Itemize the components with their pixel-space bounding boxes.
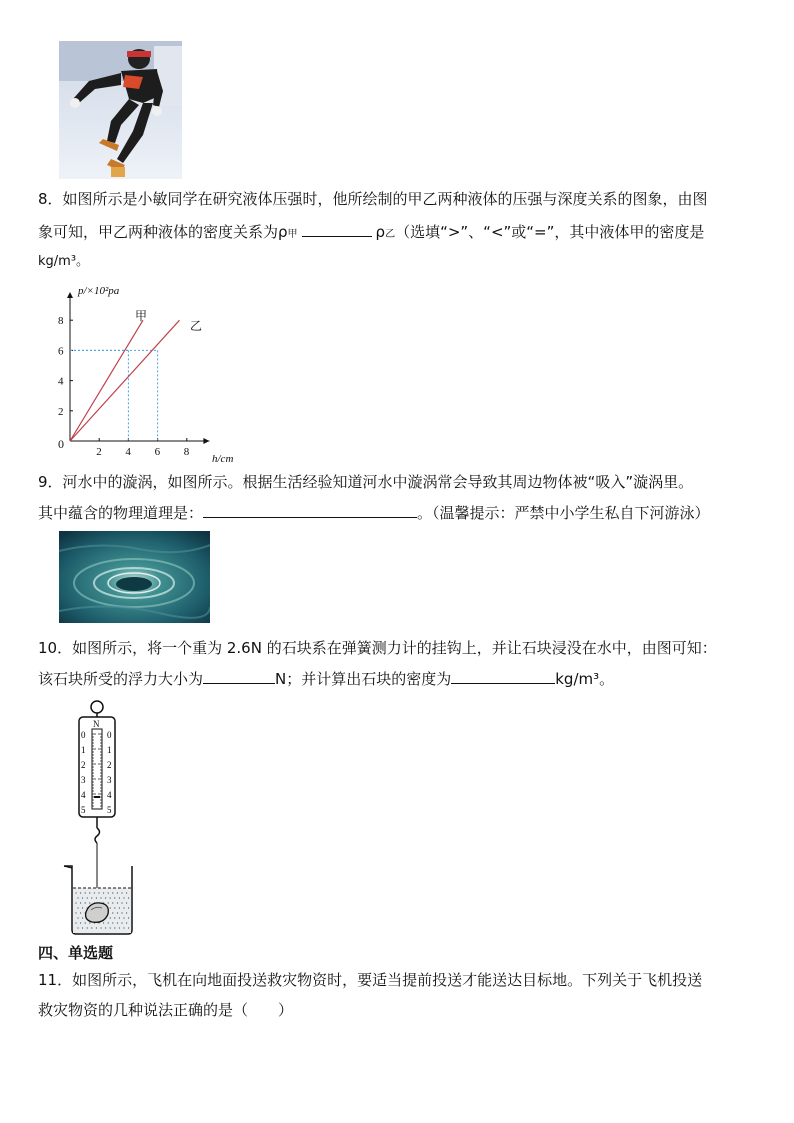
series-line-jia <box>70 320 143 441</box>
q9-line-2 <box>38 502 710 523</box>
scale-num-left-3: 3 <box>81 775 86 785</box>
water-dot <box>82 927 83 928</box>
water-dot <box>85 892 86 893</box>
water-dot <box>126 912 127 913</box>
water-dot <box>108 922 109 923</box>
whirlpool-photo <box>59 531 210 623</box>
water-dot <box>96 927 97 928</box>
water-dot <box>110 897 111 898</box>
water-dot <box>112 902 113 903</box>
graph-lines <box>70 320 180 441</box>
y-tick-label: 2 <box>58 405 64 418</box>
q10-answer-blank-1[interactable] <box>203 668 275 684</box>
water-dot <box>85 902 86 903</box>
water-dot <box>91 927 92 928</box>
water-dot <box>112 912 113 913</box>
water-dot <box>114 927 115 928</box>
scale-num-right-0: 0 <box>107 730 112 740</box>
water-dot <box>126 922 127 923</box>
q10-line-2-text-b: N；并计算出石块的密度为 <box>275 670 452 688</box>
water-dot <box>100 897 101 898</box>
water-dot <box>128 917 129 918</box>
q9-line-2-text-b: 。（温馨提示：严禁中小学生私自下河游泳） <box>417 504 710 522</box>
section-title: 四、单选题 <box>38 944 114 962</box>
water-dot <box>87 897 88 898</box>
water-dot <box>105 897 106 898</box>
q11-line-1: 11．如图所示，飞机在向地面投送救灾物资时，要适当提前投送才能送达目标地。下列关于飞机投送 <box>38 971 703 989</box>
water-dot <box>114 917 115 918</box>
water-dot <box>82 907 83 908</box>
q8-line-2-text-c: （选填“>”、“<”或“=”，其中液体甲的密度是 <box>395 223 705 241</box>
water-dot <box>128 927 129 928</box>
water-dot <box>89 922 90 923</box>
water-dot <box>87 927 88 928</box>
q10-line-1: 10．如图所示，将一个重为 2.6N 的石块系在弹簧测力计的挂钩上，并让石块浸没在水中，由图可知： <box>38 639 717 657</box>
q8-line-3: kg/m³。 <box>38 254 90 269</box>
q8-line-2-text-b: ρ <box>375 223 386 241</box>
water-dot <box>77 897 78 898</box>
scale-num-left-4: 4 <box>81 790 86 800</box>
x-tick-label: 2 <box>96 446 102 458</box>
water-dot <box>85 922 86 923</box>
water-dot <box>123 927 124 928</box>
graph-x-axis-label: h/cm <box>212 453 234 465</box>
scale-num-left-1: 1 <box>81 745 86 755</box>
water-dot <box>117 892 118 893</box>
scale-num-right-5: 5 <box>107 805 112 815</box>
y-tick-label: 4 <box>58 375 64 388</box>
water-dot <box>110 907 111 908</box>
q9-line-1: 9．河水中的漩涡，如图所示。根据生活经验知道河水中漩涡常会导致其周边物体被“吸入”漩涡里。 <box>38 473 694 491</box>
water-dot <box>89 892 90 893</box>
water-dot <box>77 907 78 908</box>
y-tick-label: 6 <box>58 345 64 358</box>
water-dot <box>77 927 78 928</box>
scale-ring-icon <box>91 701 103 713</box>
scale-num-right-1: 1 <box>107 745 112 755</box>
water-dot <box>103 892 104 893</box>
x-tick-label: 6 <box>154 446 161 458</box>
water-dot <box>121 892 122 893</box>
water-dot <box>75 892 76 893</box>
x-tick-label: 8 <box>183 446 190 458</box>
water-dot <box>117 902 118 903</box>
water-dot <box>98 892 99 893</box>
series-line-yi <box>70 320 180 441</box>
scale-num-right-3: 3 <box>107 775 112 785</box>
water-dot <box>82 897 83 898</box>
q8-rho-yi-subscript: 乙 <box>385 229 396 240</box>
q8-line-2-text-a: 象可知，甲乙两种液体的密度关系为ρ <box>38 223 288 241</box>
q8-rho-jia-subscript: 甲 <box>287 229 298 240</box>
water-dot <box>114 897 115 898</box>
q9-answer-blank[interactable] <box>203 502 417 518</box>
water-dot <box>96 897 97 898</box>
water-dot <box>114 907 115 908</box>
q10-line-2 <box>38 668 614 689</box>
graph-origin-label: 0 <box>58 437 64 451</box>
scale-num-left-0: 0 <box>81 730 86 740</box>
water-dot <box>123 917 124 918</box>
q8-answer-blank-1[interactable] <box>302 221 372 237</box>
water-dot <box>75 912 76 913</box>
q10-answer-blank-2[interactable] <box>451 668 555 684</box>
water-dot <box>75 922 76 923</box>
scale-hook-icon <box>95 828 100 843</box>
water-dot <box>89 902 90 903</box>
pressure-depth-graph <box>50 280 245 465</box>
skater-photo <box>59 41 182 179</box>
water-dot <box>121 902 122 903</box>
water-dot <box>110 917 111 918</box>
water-dot <box>80 892 81 893</box>
water-dot <box>112 892 113 893</box>
y-axis-arrow-icon <box>67 292 73 298</box>
water-dot <box>128 897 129 898</box>
water-dot <box>82 917 83 918</box>
water-dot <box>108 892 109 893</box>
q10-line-2-text-c: kg/m³。 <box>555 670 615 688</box>
graph-series-label-jia: 甲 <box>135 309 148 323</box>
water-dot <box>119 917 120 918</box>
water-dot <box>119 897 120 898</box>
water-dot <box>126 892 127 893</box>
graph-guides <box>70 350 158 441</box>
water-dot <box>94 892 95 893</box>
water-dot <box>75 902 76 903</box>
water-dot <box>103 922 104 923</box>
spring-scale-beaker-figure <box>58 698 138 938</box>
water-dot <box>110 927 111 928</box>
x-axis-arrow-icon <box>203 438 209 444</box>
scale-num-right-2: 2 <box>107 760 112 770</box>
graph-labels <box>58 315 190 458</box>
water-dot <box>80 912 81 913</box>
water-dot <box>105 927 106 928</box>
water-dot <box>117 922 118 923</box>
water-dot <box>126 902 127 903</box>
water-dot <box>80 902 81 903</box>
water-dot <box>77 917 78 918</box>
water-dot <box>123 907 124 908</box>
q8-line-2 <box>38 221 704 245</box>
water-dot <box>123 897 124 898</box>
graph-y-axis-label: p/×10²pa <box>78 285 120 297</box>
water-dot <box>128 907 129 908</box>
water-dot <box>112 922 113 923</box>
q8-line-1: 8．如图所示是小敏同学在研究液体压强时，他所绘制的甲乙两种液体的压强与深度关系的图象，由图 <box>38 190 708 208</box>
water-dot <box>119 927 120 928</box>
scale-num-right-4: 4 <box>107 790 112 800</box>
q9-line-2-text-a: 其中蕴含的物理道理是： <box>38 504 204 522</box>
scale-num-left-2: 2 <box>81 760 86 770</box>
y-tick-label: 8 <box>58 315 64 328</box>
scale-unit-label: N <box>93 719 100 729</box>
scale-num-left-5: 5 <box>81 805 86 815</box>
water-dot <box>108 902 109 903</box>
graph-series-label-yi: 乙 <box>190 319 203 333</box>
q11-line-2: 救灾物资的几种说法正确的是（ ） <box>38 1001 294 1019</box>
water-dot <box>80 922 81 923</box>
q10-line-2-text-a: 该石块所受的浮力大小为 <box>38 670 204 688</box>
water-dot <box>117 912 118 913</box>
water-dot <box>121 922 122 923</box>
x-tick-label: 4 <box>125 446 131 458</box>
water-dot <box>91 897 92 898</box>
water-dot <box>119 907 120 908</box>
water-dot <box>100 927 101 928</box>
water-dot <box>121 912 122 913</box>
